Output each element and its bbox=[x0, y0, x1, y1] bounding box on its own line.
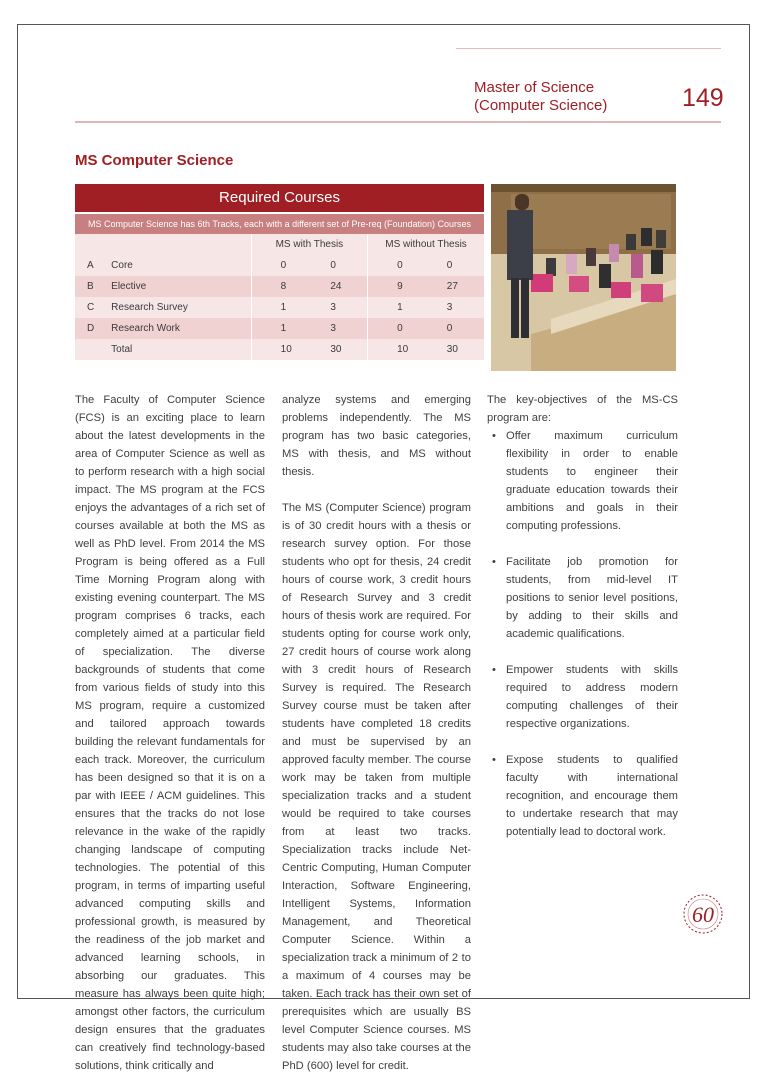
cell: 3 bbox=[425, 297, 484, 318]
classroom-photo bbox=[491, 184, 676, 371]
paragraph-credit-hours: The MS (Computer Science) program is of 30 credit hours with a thesis or research survey option. For those students who opt for thesis, 24 credit hours of course work, 3 credit hours of Research Survey and 3 credit hours of thesis work are required. For students opting for course work only, 27 credit hours of course work along with 3 credit hours of Research Survey is required. The Research Survey course must be taken after students have completed 18 credits and must be supervised by an approved faculty member. The course work may be taken from multiple specialization tracks and a student would be required to take courses from at least two tracks. Specialization tracks include Net-Centric Computing, Human Computer Interaction, Software Engineering, Intelligent Systems, Information Management, and Theoretical Computer Science. Within a specialization track a minimum of 2 to a maximum of 4 courses may be taken. Each track has their own set of prerequisites which are usually BS level Computer Science courses. MS students may also take courses at the PhD (600) level for credit. bbox=[282, 502, 471, 1072]
table-row bbox=[75, 255, 484, 276]
cell: 0 bbox=[425, 318, 484, 339]
header-title bbox=[474, 79, 607, 115]
group-header-with-thesis: MS with Thesis bbox=[251, 234, 367, 255]
cell: 10 bbox=[368, 339, 425, 360]
table-row bbox=[75, 276, 484, 297]
logo-numeral: 60 bbox=[692, 902, 714, 927]
cell: 27 bbox=[425, 276, 484, 297]
intro-paragraph: The Faculty of Computer Science (FCS) is an exciting place to learn about the latest developments in the area of Computer Science as well as to perform research with a high social impact. The MS program at the FCS enjoys the advantages of a rich set of courses available at both the MS as well as PhD level. From 2014 the MS Program is being offered as a Full Time Morning Program along with existing evening counterpart. The MS program comprises 6 tracks, each completely aimed at a particular field of specialization. The diverse backgrounds of students that come from various fields of study into this MS program, require a customized and tailored approach towards building the relevant fundamentals for each track. Moreover, the curriculum has been designed so that it is on a par with IEEE / ACM guidelines. This ensures that the tracks do not lose relevance in the wake of the rapidly changing landscape of computing technologies. The potential of this program, in terms of imparting useful advanced computing skills and professional growth, is measured by the readiness of the job market and advanced learning schools, in absorbing our graduates. This measure has always been quite high; amongst other factors, the curriculum design ensures that the graduates can creatively find technology-based solutions, think critically and bbox=[75, 394, 265, 1072]
cell: 10 bbox=[251, 339, 308, 360]
row-name: Core bbox=[111, 255, 251, 276]
row-letter bbox=[75, 339, 111, 360]
required-courses-table bbox=[75, 184, 484, 360]
cell: 30 bbox=[425, 339, 484, 360]
table-row-total bbox=[75, 339, 484, 360]
cell: 1 bbox=[251, 297, 308, 318]
cell: 8 bbox=[251, 276, 308, 297]
header-rule-bottom bbox=[75, 121, 721, 123]
header-rule-top bbox=[456, 48, 721, 49]
bullet-icon: • bbox=[492, 664, 496, 676]
body-column-3 bbox=[487, 391, 678, 859]
list-item: • Empower students with skills required to address modern computing challenges of their respective organizations. bbox=[487, 661, 678, 733]
header-title-line1: Master of Science bbox=[474, 79, 595, 96]
objectives-list bbox=[487, 427, 678, 841]
table-title: Required Courses bbox=[75, 184, 484, 212]
table-row bbox=[75, 318, 484, 339]
cell: 0 bbox=[251, 255, 308, 276]
group-header-without-thesis: MS without Thesis bbox=[368, 234, 484, 255]
row-letter: D bbox=[75, 318, 111, 339]
cell: 0 bbox=[425, 255, 484, 276]
list-item: • Facilitate job promotion for students, from mid-level IT positions to senior level positions, by adding to their skills and academic qualifications. bbox=[487, 553, 678, 643]
paragraph-categories: analyze systems and emerging problems independently. The MS program has two basic categories, MS with thesis, and MS without thesis. bbox=[282, 394, 471, 478]
bullet-icon: • bbox=[492, 754, 496, 766]
list-item: • Offer maximum curriculum flexibility in order to enable students to engineer their graduate education towards their ambitions and goals in their computing professions. bbox=[487, 427, 678, 535]
bullet-icon: • bbox=[492, 430, 496, 442]
table-subtitle: MS Computer Science has 6th Tracks, each with a different set of Pre-req (Foundation) Courses bbox=[75, 214, 484, 234]
list-item: • Expose students to qualified faculty with international recognition, and encourage them to undertake research that may potentially lead to doctoral work. bbox=[487, 751, 678, 841]
table-row bbox=[75, 297, 484, 318]
cell: 1 bbox=[251, 318, 308, 339]
row-name: Elective bbox=[111, 276, 251, 297]
cell: 30 bbox=[308, 339, 367, 360]
cell: 0 bbox=[308, 255, 367, 276]
courses-grid bbox=[75, 234, 484, 360]
page-number: 149 bbox=[682, 84, 724, 112]
header-title-line2: (Computer Science) bbox=[474, 97, 608, 114]
row-name: Research Survey bbox=[111, 297, 251, 318]
cell: 0 bbox=[368, 318, 425, 339]
cell: 3 bbox=[308, 297, 367, 318]
body-column-1 bbox=[75, 391, 265, 1075]
objectives-intro: The key-objectives of the MS-CS program are: bbox=[487, 394, 678, 424]
cell: 3 bbox=[308, 318, 367, 339]
cell: 0 bbox=[368, 255, 425, 276]
section-title: MS Computer Science bbox=[75, 152, 234, 169]
cell: 9 bbox=[368, 276, 425, 297]
row-letter: C bbox=[75, 297, 111, 318]
row-name: Total bbox=[111, 339, 251, 360]
classroom-photo-illustration bbox=[491, 184, 676, 371]
cell: 24 bbox=[308, 276, 367, 297]
bullet-icon: • bbox=[492, 556, 496, 568]
row-name: Research Work bbox=[111, 318, 251, 339]
cell: 1 bbox=[368, 297, 425, 318]
row-letter: A bbox=[75, 255, 111, 276]
row-letter: B bbox=[75, 276, 111, 297]
table-header-row bbox=[75, 234, 484, 255]
body-column-2 bbox=[282, 391, 471, 1075]
anniversary-logo-icon bbox=[681, 888, 725, 938]
